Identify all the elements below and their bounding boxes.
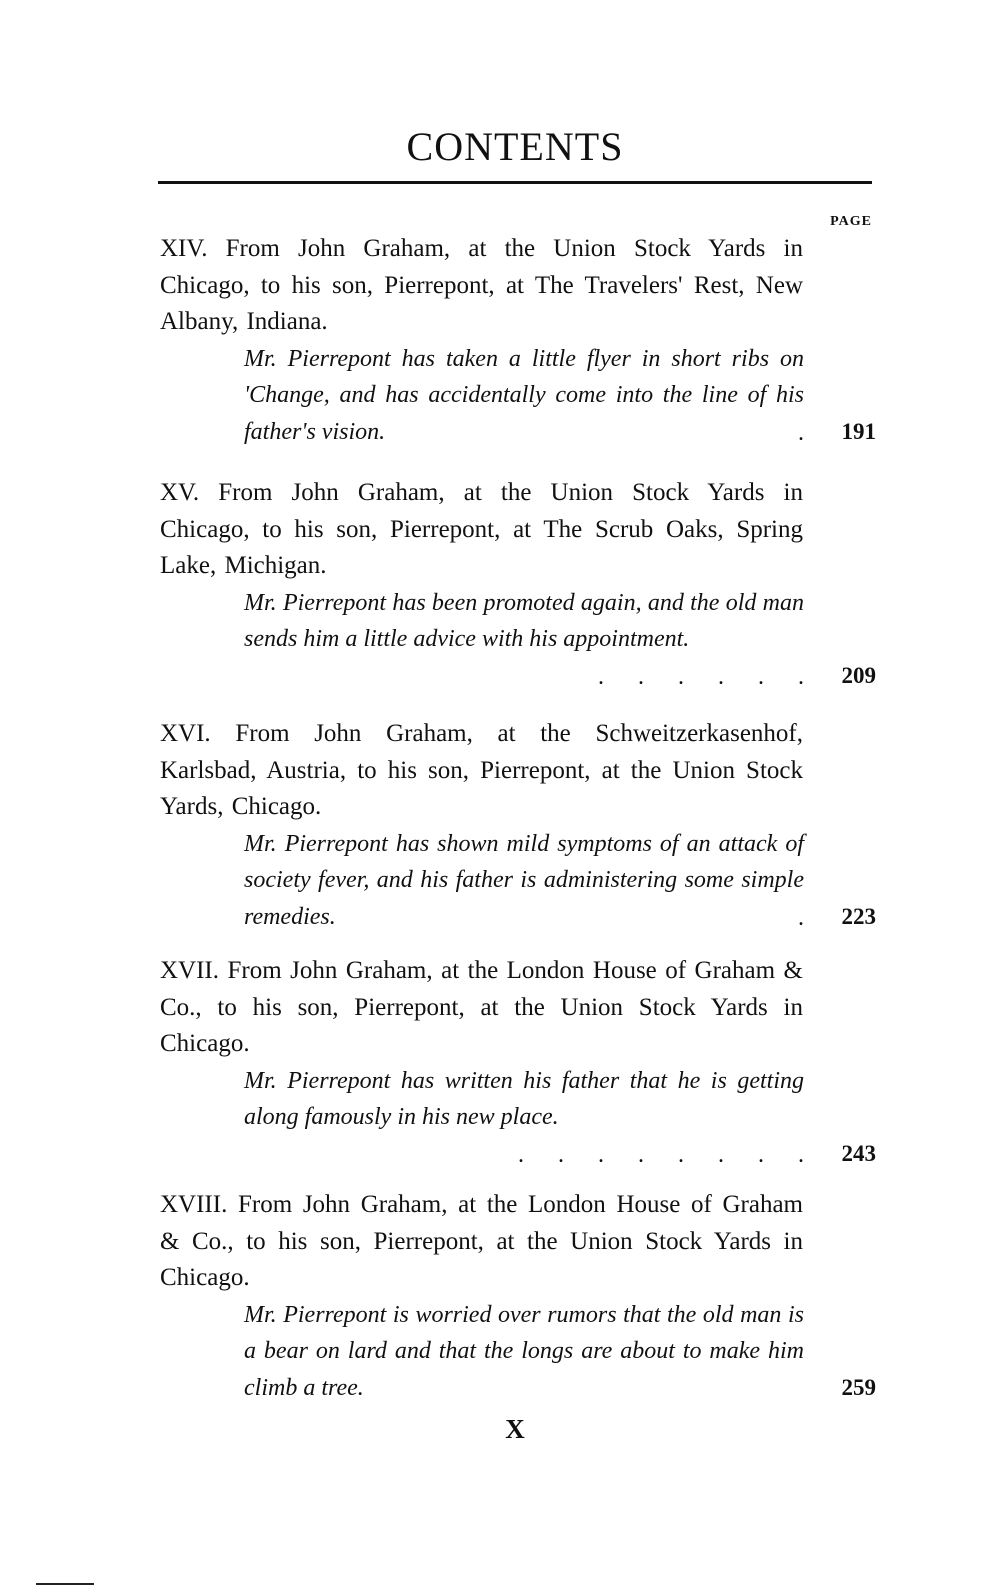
entry-page-number: 243 bbox=[841, 1140, 876, 1166]
dot-leaders: . bbox=[798, 419, 804, 446]
entry-summary-row bbox=[160, 1297, 876, 1407]
entry-summary-row bbox=[160, 585, 876, 695]
entry-heading: XV. From John Graham, at the Union Stock Yards in Chicago, to his son, Pierrepont, at The Scrub Oaks, Spring Lake, Michigan. bbox=[160, 479, 803, 579]
scan-edge-mark bbox=[36, 1583, 94, 1585]
page-folio: X bbox=[505, 1414, 525, 1444]
entry-page-number: 191 bbox=[841, 418, 876, 444]
entry-heading: XVIII. From John Graham, at the London House of Graham & Co., to his son, Pierrepont, at the Union Stock Yards in Chicago. bbox=[160, 1191, 803, 1291]
dot-leaders: . . . . . . . . bbox=[518, 1141, 804, 1168]
entry-summary: Mr. Pierrepont has written his father that he is getting along famously in his new place. bbox=[244, 1067, 804, 1130]
toc-entry-xvii bbox=[160, 953, 876, 1173]
dot-leaders: . . . . . . bbox=[598, 663, 804, 690]
entry-summary-row bbox=[160, 1063, 876, 1173]
toc-entry-xviii bbox=[160, 1187, 876, 1407]
entry-summary: Mr. Pierrepont is worried over rumors that the old man is a bear on lard and that the longs are about to make him climb a tree. bbox=[244, 1301, 804, 1401]
toc-entry-xiv bbox=[160, 231, 876, 451]
entry-summary: Mr. Pierrepont has shown mild symptoms of an attack of society fever, and his father is administering some simple remedies. bbox=[244, 830, 804, 930]
entry-heading: XIV. From John Graham, at the Union Stock Yards in Chicago, to his son, Pierrepont, at The Travelers' Rest, New Albany, Indiana. bbox=[160, 235, 803, 335]
entry-summary-row bbox=[160, 826, 876, 936]
entry-heading: XVII. From John Graham, at the London House of Graham & Co., to his son, Pierrepont, at the Union Stock Yards in Chicago. bbox=[160, 957, 803, 1057]
entry-heading: XVI. From John Graham, at the Schweitzerkasenhof, Karlsbad, Austria, to his son, Pierrepont, at the Union Stock Yards, Chicago. bbox=[160, 720, 803, 820]
entry-page-number: 209 bbox=[841, 662, 876, 688]
entry-page-number: 259 bbox=[841, 1374, 876, 1400]
entry-summary: Mr. Pierrepont has taken a little flyer in short ribs on 'Change, and has accidentally come into the line of his father's vision. bbox=[244, 345, 804, 445]
entry-summary-row bbox=[160, 341, 876, 451]
contents-title: CONTENTS bbox=[406, 124, 624, 169]
page-column-label: PAGE bbox=[830, 214, 872, 229]
dot-leaders: . bbox=[798, 904, 804, 931]
entry-page-number: 223 bbox=[841, 903, 876, 929]
entry-summary: Mr. Pierrepont has been promoted again, and the old man sends him a little advice with his appointment. bbox=[244, 589, 804, 652]
title-rule bbox=[158, 181, 872, 184]
toc-entry-xvi bbox=[160, 716, 876, 936]
toc-entry-xv bbox=[160, 475, 876, 695]
